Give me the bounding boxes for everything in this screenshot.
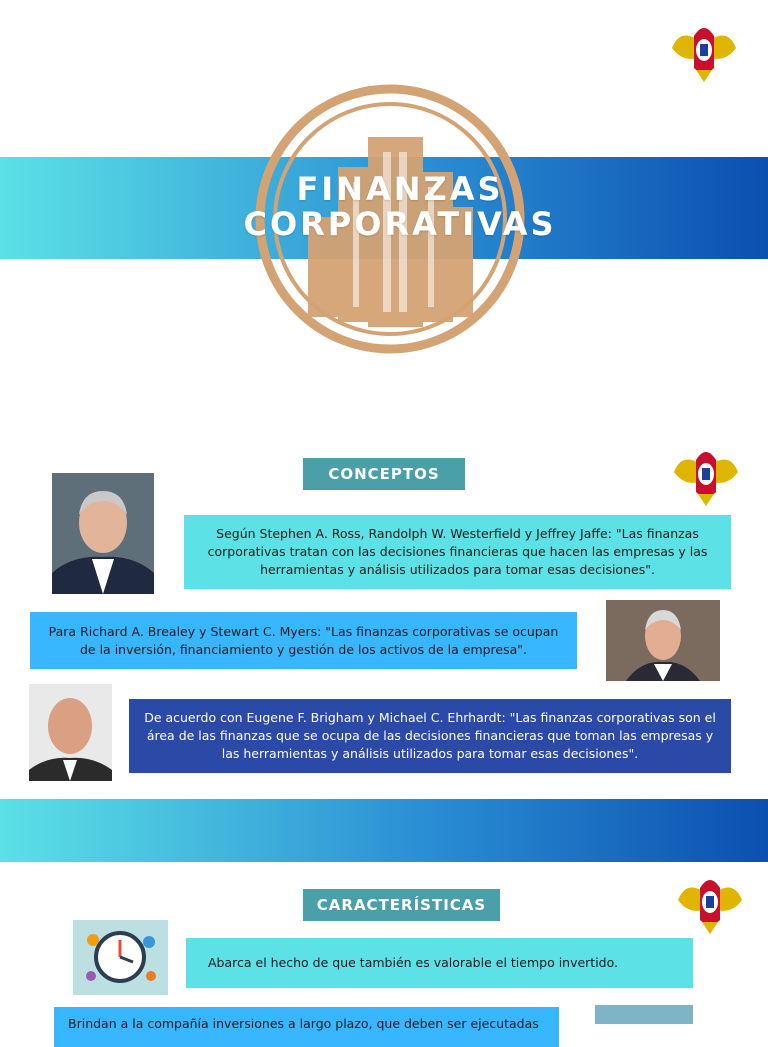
university-emblem-icon [668, 18, 740, 86]
section-title-conceptos: CONCEPTOS [303, 458, 465, 490]
decorative-image [595, 1005, 693, 1024]
section-title-caracteristicas: CARACTERÍSTICAS [303, 889, 500, 921]
portrait-photo [606, 600, 720, 681]
title-line-1: FINANZAS [296, 170, 504, 208]
concept-box: De acuerdo con Eugene F. Brigham y Michael C. Ehrhardt: "Las finanzas corporativas son el área de las finanzas que se ocupa de las decisiones financieras que toman las empresas y las herramientas y análisis utilizados para tomar esas decisiones". [129, 699, 731, 773]
title-line-2: CORPORATIVAS [243, 205, 557, 243]
concept-box: Según Stephen A. Ross, Randolph W. Westerfield y Jeffrey Jaffe: "Las finanzas corporativas tratan con las decisiones financieras que hacen las empresas y las herramientas y análisis utilizados para tomar esas decisiones". [184, 515, 731, 589]
clock-icon [73, 920, 168, 995]
characteristic-box: Abarca el hecho de que también es valorable el tiempo invertido. [186, 938, 693, 988]
university-emblem-icon [670, 442, 742, 510]
university-emblem-icon [674, 870, 746, 938]
characteristic-box: Brindan a la compañía inversiones a largo plazo, que deben ser ejecutadas [54, 1007, 559, 1047]
concept-box: Para Richard A. Brealey y Stewart C. Myers: "Las finanzas corporativas se ocupan de la inversión, financiamiento y gestión de los activos de la empresa". [30, 612, 577, 669]
divider-band [0, 799, 768, 862]
portrait-photo [52, 473, 154, 594]
portrait-photo [29, 684, 112, 781]
